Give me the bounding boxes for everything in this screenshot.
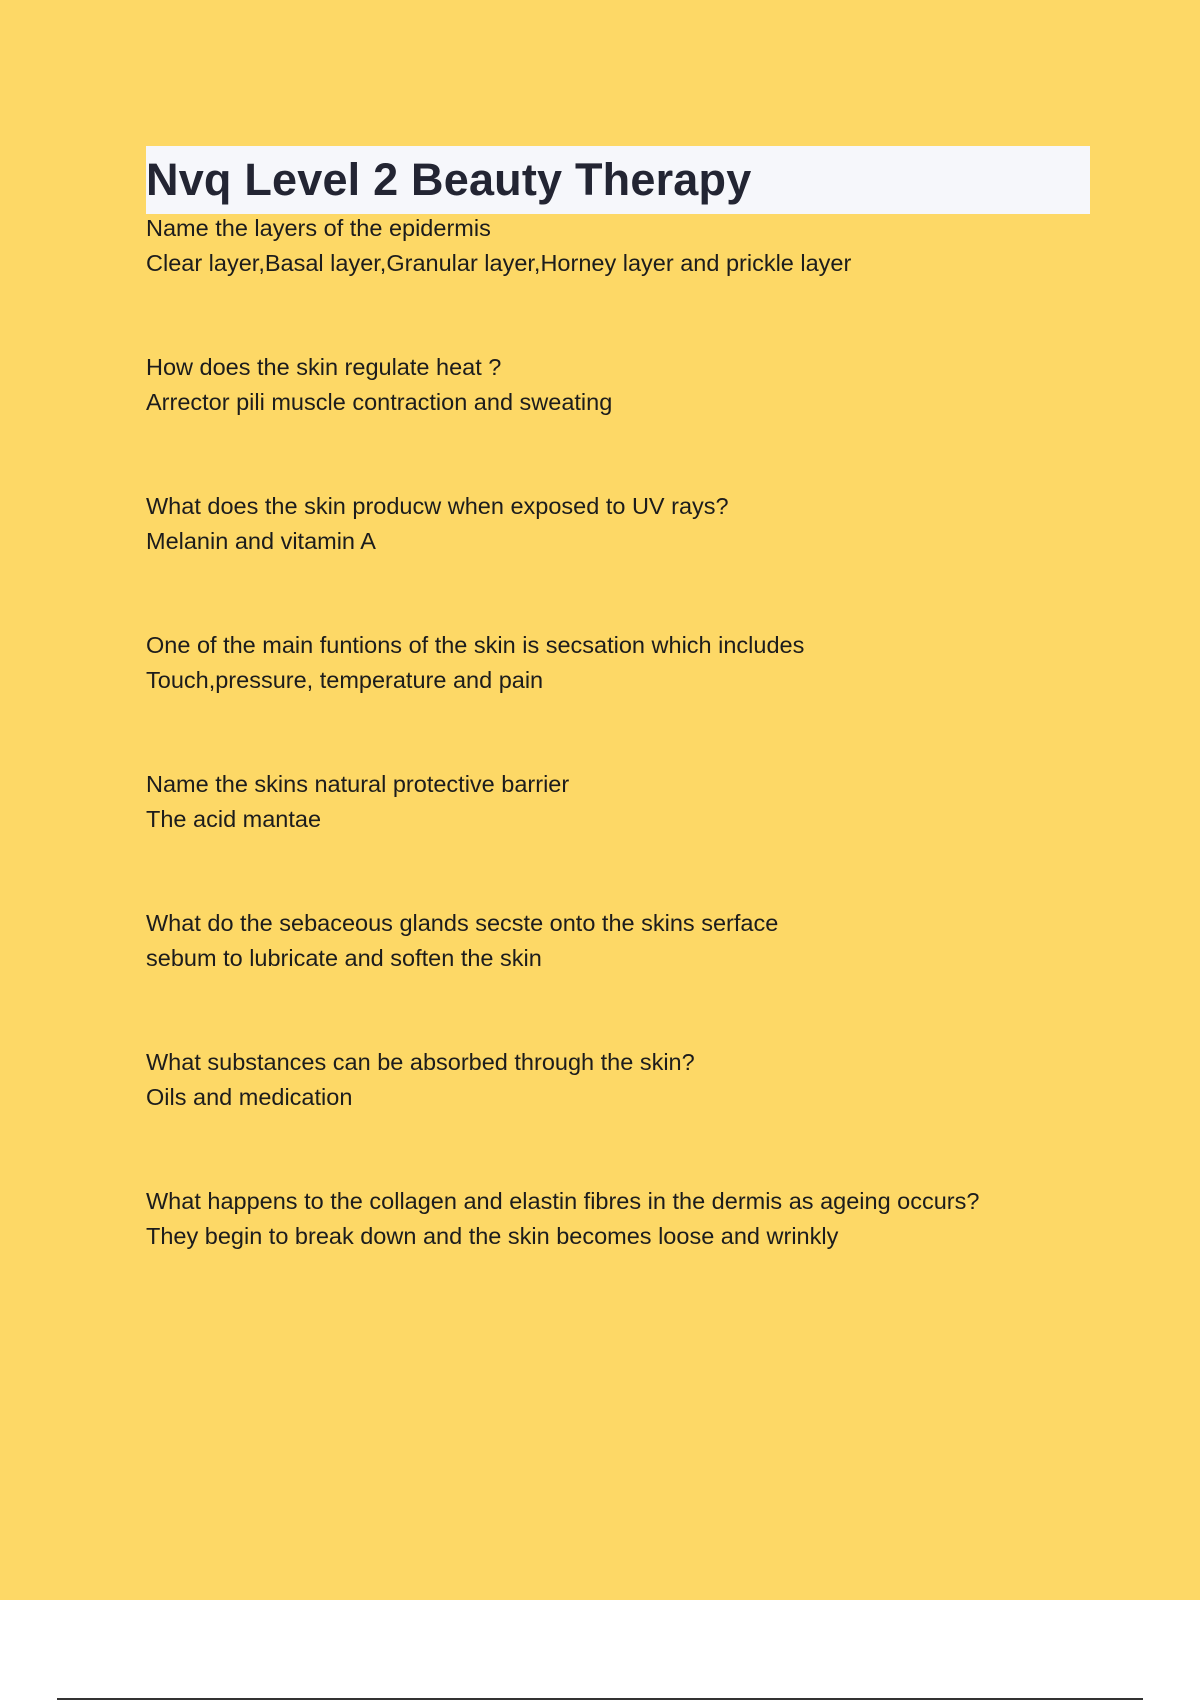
qa-item xyxy=(146,350,1096,420)
answer-text: Touch,pressure, temperature and pain xyxy=(146,667,544,693)
answer-text: They begin to break down and the skin becomes loose and wrinkly xyxy=(146,1223,839,1249)
answer-text: sebum to lubricate and soften the skin xyxy=(146,945,542,971)
question-text: How does the skin regulate heat ? xyxy=(146,354,502,380)
qa-item xyxy=(146,1045,1096,1115)
question-text: What does the skin producw when exposed to UV rays? xyxy=(146,493,729,519)
qa-item xyxy=(146,767,1096,837)
qa-item xyxy=(146,1184,1096,1254)
question-text: Name the layers of the epidermis xyxy=(146,215,491,241)
answer-text: Arrector pili muscle contraction and sweating xyxy=(146,389,613,415)
answer-text: Melanin and vitamin A xyxy=(146,528,376,554)
qa-item xyxy=(146,628,1096,698)
page-title: Nvq Level 2 Beauty Therapy xyxy=(146,154,752,205)
qa-item xyxy=(146,211,1096,281)
title-banner xyxy=(146,146,1090,214)
answer-text: The acid mantae xyxy=(146,806,322,832)
qa-item xyxy=(146,489,1096,559)
qa-item xyxy=(146,906,1096,976)
answer-text: Clear layer,Basal layer,Granular layer,Horney layer and prickle layer xyxy=(146,250,852,276)
question-text: What substances can be absorbed through the skin? xyxy=(146,1049,695,1075)
question-text: Name the skins natural protective barrier xyxy=(146,771,570,797)
question-text: One of the main funtions of the skin is secsation which includes xyxy=(146,632,805,658)
question-text: What happens to the collagen and elastin fibres in the dermis as ageing occurs? xyxy=(146,1188,980,1214)
answer-text: Oils and medication xyxy=(146,1084,353,1110)
question-text: What do the sebaceous glands secste onto the skins serface xyxy=(146,910,779,936)
